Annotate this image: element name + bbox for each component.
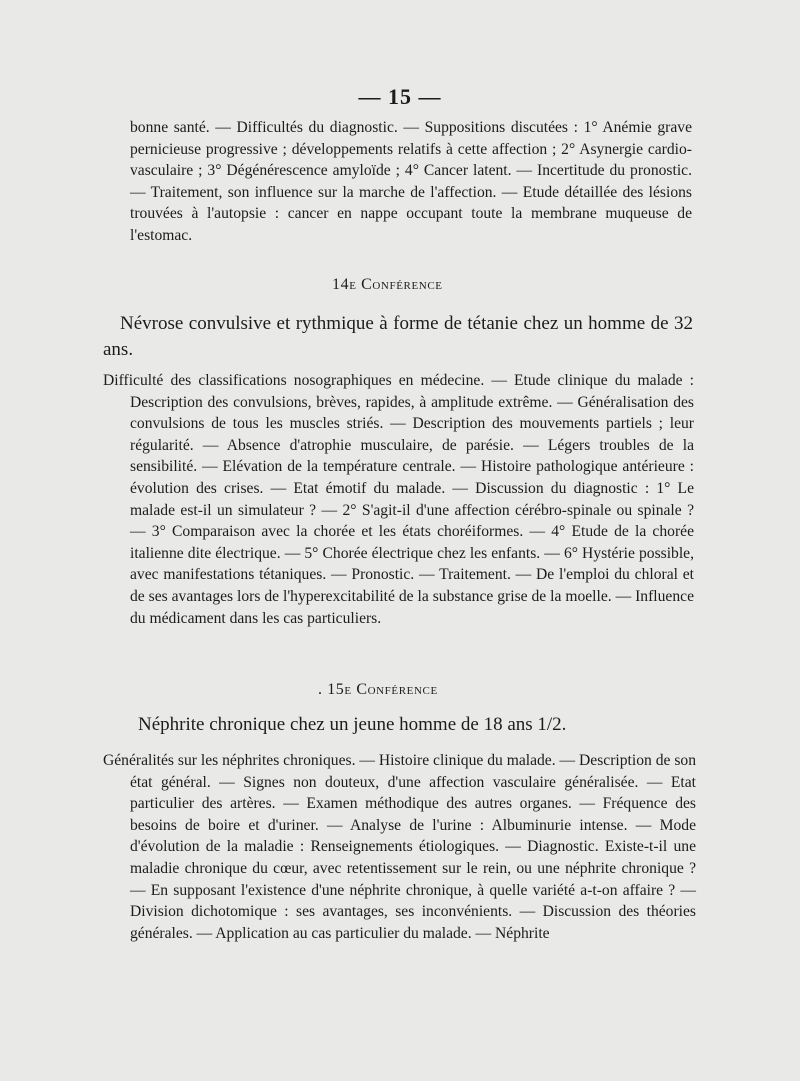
conference-15-title: Néphrite chronique chez un jeune homme de 18 ans 1/2. xyxy=(138,714,567,735)
conference-14-title: Névrose convulsive et rythmique à forme de tétanie chez un homme de 32 ans. xyxy=(103,313,693,360)
conference-14-heading: 14e Conférence xyxy=(332,276,443,293)
conference-14-body: Difficulté des classifications nosographiques en médecine. — Etude clinique du malade : Description des convulsions, brèves, rapides, à amplitude extrême. — Généralisation des convulsions de tous les muscles striés. — Description des mouvements partiels ; leur régularité. — Absence d'atrophie musculaire, de parésie. — Légers troubles de la sensibilité. — Elévation de la température centrale. — Histoire pathologique antérieure : évolution des crises. — Etat émotif du malade. — Discussion du diagnostic : 1° Le malade est-il un simulateur ? — 2° S'agit-il d'une affection cérébro-spinale ou spinale ? — 3° Comparaison avec la chorée et les états choréiformes. — 4° Etude de la chorée italienne dite électrique. — 5° Chorée électrique chez les enfants. — 6° Hystérie possible, avec manifestations tétaniques. — Pronostic. — Traitement. — De l'emploi du chloral et de ses avantages lors de l'hyperexcitabilité de la substance grise de la moelle. — Influence du médicament dans les cas particuliers. xyxy=(103,372,694,627)
conference-15-body: Généralités sur les néphrites chroniques. — Histoire clinique du malade. — Description de son état général. — Signes non douteux, d'une affection vasculaire généralisée. — Etat particulier des artères. — Examen méthodique des autres organes. — Fréquence des besoins de boire et d'uriner. — Analyse de l'urine : Albuminurie intense. — Mode d'évolution de la maladie : Renseignements étiologiques. — Diagnostic. Existe-t-il une maladie chronique du cœur, avec retentissement sur le rein, ou une néphrite chronique ? — En supposant l'existence d'une néphrite chronique, à quelle variété a-t-on affaire ? — Division dichotomique : ses avantages, ses inconvénients. — Discussion des théories générales. — Application au cas particulier du malade. — Néphrite xyxy=(103,752,696,942)
page-number: — 15 — xyxy=(358,84,442,109)
conference-15-heading: . 15e Conférence xyxy=(318,681,438,698)
intro-paragraph: bonne santé. — Difficultés du diagnostic. — Suppositions discutées : 1° Anémie grave pernicieuse progressive ; développements relatifs à cette affection ; 2° Asynergie cardio-vasculaire ; 3° Dégénérescence amyloïde ; 4° Cancer latent. — Incertitude du pronostic. — Traitement, son influence sur la marche de l'affection. — Etude détaillée des lésions trouvées à l'autopsie : cancer en nappe occupant toute la membrane muqueuse de l'estomac. xyxy=(130,119,692,244)
